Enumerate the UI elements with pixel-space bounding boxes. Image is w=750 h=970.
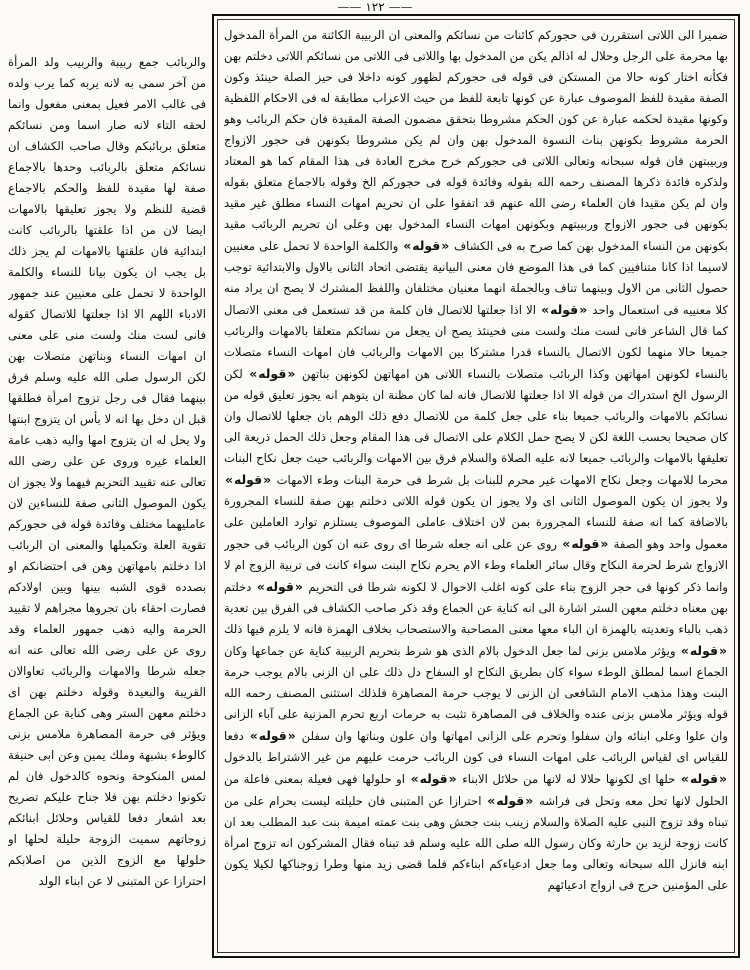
- qawluhu-marker: « قوله »: [256, 579, 304, 594]
- passage-text: ضميرا الى اللاتى استقررن فى حجوركم كائنات من نسائكم والمعنى ان الربيبة الكائنة من المرأة المدخول بها محرمة على الرجل وحلال له اذالم يكن من المدخول بها واللاتى فى اللاتى من نسائكم اللاتى دخلتم بهن فكأنه اختار كونه حالا من المستكن فى قوله فى حجوركم لظهور كونه داخلا فى حيز الصلة حينئذ وكون الصفة مقيدة للفظ الموصوف عبارة عن كونها تابعة للفظ من حيث الاعراب مطابقة له فى الاحكام اللفظية وكونها مقيدة لحكمه عبارة عن كون الحكم مشروطا بتحقق مضمون الصفة المقيدة فان حكم الربائب وهو الحرمة مشروط بكونهن بنات النسوة المدخول بهن وان لم يكن مشروطا بكونهن فى حجور الازواج وربيبتهن فان قوله سبحانه وتعالى اللاتى فى حجوركم خرج مخرج العادة فى هذا المقام كما هو المعتاد ولذكره فائدة ذكرها المصنف رحمه الله بقوله وفائدة قوله فى حجوركم الخ وقوله بالاجماع متعلق بقوله وان لم يكن مقيدا فان العلماء رضى الله عنهم قد اتفقوا على ان تحريم امهات النساء مطلق غير مقيد بكونهن فى حجور الازواج وربيبتهم وبكونهن امهات النساء المدخول بهن وعلى ان تحريم الربائب مقيد بكونهن من النساء المدخول بهن كما صرح به فى الكشاف: [224, 28, 728, 253]
- passage-text: على معنى ان امهات النساء وبناتهن متصلات بهن لكن الرسول صلى الله عليه وسلم فرق بينهما فقال فى رجل تزوج امرأة فطلقها قبل ان دخل بها انه لا بأس ان يتزوج ابنتها ولا يحل له ان يتزوج امها واليه ذهب عامة العلماء غيره وروى عن على رضى الله تعالى عنه تقييد التحريم فيهما ولا يجوز ان يكون الموصول الثانى صفة للنساءين لان عامليهما مختلف وفائدة قوله فى حجوركم تقوية العلة وتكميلها والمعنى ان الربائب اذا دخلتم بامهاتهن وهن فى احتضانكم او بصدده قوى الشبه بينها وبين اولادكم فصارت احقاء بان تجروها مجراهم لا تقييد الحرمة واليه ذهب جمهور العلماء وقد روى عن على رضى الله تعالى عنه انه جعله شرطا والامهات والربائب تعاوالان القريبة والبعيدة وقوله دخلتم بهن اى دخلتم معهن الستر وهى كناية عن الجماع ويؤثر فى حرمة المصاهرة ملامس بزنى كالوطء بشبهة وملك يمين وعن ابى حنيفة لمس المنكوحة ونحوه كالدخول: [8, 328, 206, 783]
- qawluhu-marker: « قوله »: [680, 643, 728, 658]
- passage-text: الا اذا جعلتها للاتصال فان كلمة من قد تستعمل فى معنى الاتصال كما قال الشاعر فانى لست منك ولست منى فحينئذ يصح ان يجعل من نسائكم متعلقا بالامهات والربائب جميعا حالا منهما لكون الاتصال بالنساء قدرا مشتركا بين الامهات والربائب فان امهات النساء متصلات بالنساء لكونهن امهاتهن وكذا الربائب متصلات بالنساء اللاتى هن امهاتهن لكونهن بناتهن: [224, 303, 728, 381]
- qawluhu-marker: « قوله »: [248, 366, 296, 381]
- qawluhu-marker: « قوله »: [410, 771, 458, 786]
- passage-text: روى عن على انه جعله شرطا اى روى عنه ان كون الربائب فى حجور الازواج شرط لحرمة النكاح وقال سائر العلماء وطء الام يحرم نكاح البنت سواء كانت فى تربية الزوج ام لا وانما ذكر كونها فى حجر الزوج بناء على كونه اغلب الاحوال لا لكونه شرطا فى التحريم: [224, 537, 728, 594]
- passage-text: ويؤثر ملامس بزنى لما جعل الدخول بالام الذى هو شرط بتحريم الربيبة كناية عن جماعها وكان الجماع اسما لمطلق الوطء سواء كان بطريق النكاح او السفاح دل ذلك على ان الزنى بالام يوجب حرمة البنت وهذا مذهب الامام الشافعى ان الزنى لا يوجب حرمة المصاهرة فلذلك استثنى المصنف رحمه الله قوله ويؤثر ملامس بزنى عنده والخلاف فى المصاهرة تثبت به حرمات اربع تحرم المزنية على آباء الزانى وان علوا وعلى ابنائه وان سفلوا وتحرم على الزانى امهاتها وان علون وبناتها وان سفلن: [224, 644, 728, 743]
- passage-text: دفعا للقياس اى لقياس الربائب على امهات النساء فى كون الربائب حرمت عليهم من غير الاشتراط بالدخول: [224, 729, 728, 764]
- passage-text: فان لم تكونوا دخلتم بهن فلا جناح عليكم تصريح بعد اشعار دفعا للقياس وحلائل ابنائكم زوجاتهم سميت الزوجة حليلة لحلها او حلولها مع الزوج الذين من اصلابكم احترازا عن المتبنى لا عن ابناء الولد: [8, 769, 206, 888]
- passage-text: احترازا عن المتبنى فان حليلته ليست بحرام على من تبناه وقد تزوج النبى عليه الصلاة والسلام زينب بنت جحش وهى بنت عمته اميمة بنت عبد المطلب بعد ان كانت زوجة لزيد بن حارثة وكان رسول الله صلى الله عليه وسلم قد تبناه فقال المشركون انه تزوج امرأة ابنه فانزل الله سبحانه وتعالى وما جعل ادعياءكم ابناءكم فلما قضى زيد منها وطرا زوجناكها لكيلا يكون على المؤمنين حرج فى ازواج ادعيائهم: [224, 794, 728, 892]
- passage-text: او حلولها فهى فعيلة بمعنى فاعلة من الحلول لانها تحل معه وتحل فى فراشه: [224, 772, 728, 808]
- passage-text: ولا يجوز ان يكون الموصول الثانى اى ولا يجوز ان يكون قوله اللاتى دخلتم بهن صفة للنساء المجرورة بالاضافة كما انه صفة للنساء المجرورة بمن لان اختلاف عاملى الموصوف يستلزم توارد العاملين على معمول واحد وهو الصفة: [224, 494, 728, 551]
- qawluhu-marker: « قوله »: [486, 793, 534, 808]
- passage-text: لكن الرسول الخ استدراك من قوله الا اذا جعلتها للاتصال فانه لما كان مظنة ان يتوهم انه يجوز تعليق قوله من نسائكم بالامهات والربائب جميعا بناء على جعل كلمة من للاتصال دفع ذلك الوهم بان جعلها للاتصال وان كان صحيحا بحسب اللغة لكن لا يصح حمل الكلام على الاتصال فى هذا المقام وجعل ذلك الحمل ذريعة الى تعليقها بالامهات والربائب جميعا لانه عليه الصلاة والسلام فرق بين الامهات والربائب حيث جعل نكاح البنات محرما للامهات وجعل نكاح الامهات غير محرم للبنات بل شرط فى حرمة البنات وطء الامهات: [224, 367, 728, 487]
- passage-text: حلها اى لكونها حلالا له لانها من حلائل الابناء: [462, 772, 676, 786]
- side_column-text: [8, 52, 206, 892]
- qawluhu-marker: « قوله »: [402, 238, 450, 253]
- qawluhu-marker: « قوله »: [540, 302, 588, 317]
- main-commentary-column: [224, 25, 728, 948]
- margin-text-column: [8, 52, 206, 932]
- passage-text: والربائب جمع ربيبة والربيب ولد المرأة من آخر سمى به لانه يربه كما يرب ولده فى غالب الامر فعيل بمعنى مفعول وانما لحقه التاء لانه صار اسما ومن نسائكم متعلق بربائبكم وقال صاحب الكشاف ان نسائكم متعلق بالربائب وحدها بالاجماع صفة لها مقيدة للفظ والحكم بالاجماع قضية للنظم ولا يجوز تعليقها بالامهات ايضا لان من اذا علقتها بالربائب كانت ابتدائية فان علقتها بالامهات لم يجز ذلك بل يجب ان يكون بيانا للنساء والكلمة الواحدة لا تحمل على معنيين عند جمهور الادباء اللهم الا اذا جعلتها للاتصال كقوله فانى لست منك ولست منى: [8, 55, 206, 342]
- qawluhu-marker: « قوله »: [561, 536, 609, 551]
- main-commentary-frame: [212, 14, 740, 958]
- qawluhu-marker: « قوله »: [224, 472, 272, 487]
- qawluhu-marker: « قوله »: [249, 728, 297, 743]
- passage-text: دخلتم بهن معناه دخلتم معهن الستر اشارة الى انه كناية عن الجماع وقد ذكر صاحب الكشاف فى الفرق بين تعدية ذهب بالباء وتعديته بالهمزة ان الباء معها معنى المصاحبة والاستصحاب بخلاف الهمزة فانه لا يلزم فيها ذلك: [224, 580, 728, 636]
- qawluhu-marker: « قوله »: [680, 771, 728, 786]
- passage-text: والكلمة الواحدة لا تحمل على معنيين لاسيما اذا كانا متنافيين كما فى هذا الموضع فان معنى البيانية يقتضى اتحاد الثانى بالاول والابتدائية توجب حصول الثانى من الاول وبينهما تناف وبالجملة انهما معنيان مختلفان واللفظ المشترك لا يصح ان يراد منه كلا معنييه فى استعمال واحد: [224, 239, 728, 317]
- main_column-text: [224, 25, 728, 896]
- page-number: —— ١٢٢ ——: [0, 0, 750, 14]
